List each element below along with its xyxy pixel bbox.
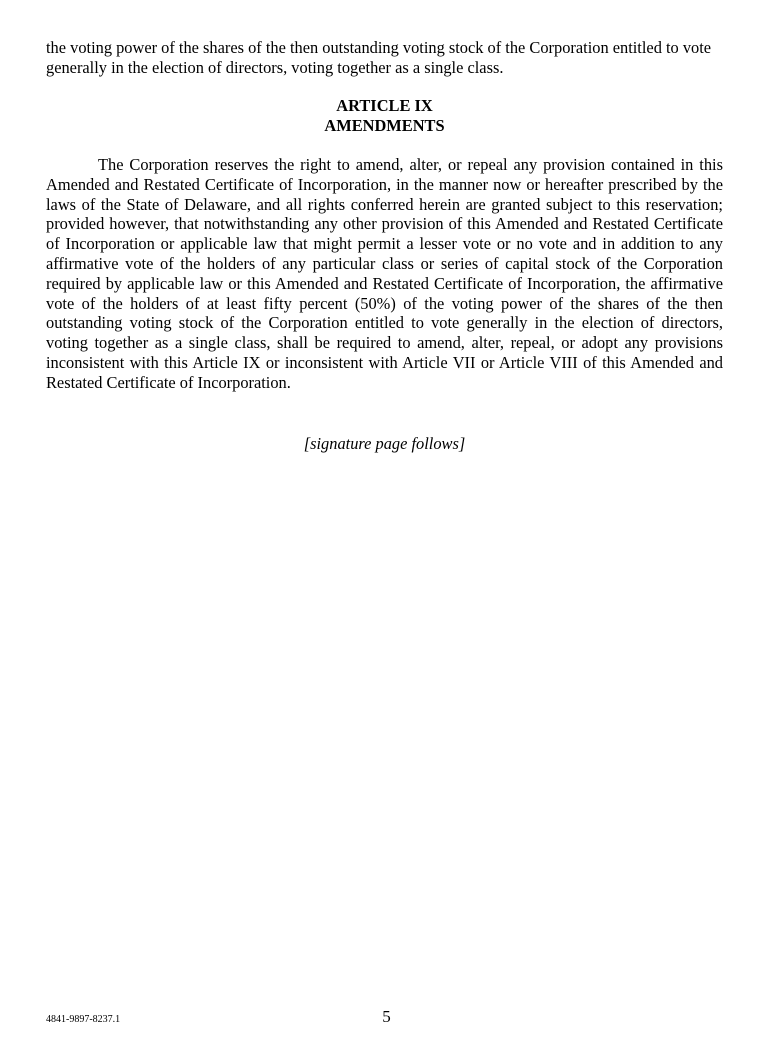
amendments-paragraph: The Corporation reserves the right to amend, alter, or repeal any provision contained in this Amended and Restated Certificate of Incorporation, in the manner now or hereafter prescribed by the laws of the State of Delaware, and all rights conferred herein are granted subject to this reservation; provided however, that notwithstanding any other provision of this Amended and Restated Certificate of Incorporation or applicable law that might permit a lesser vote or no vote and in addition to any affirmative vote of the holders of any particular class or series of capital stock of the Corporation required by applicable law or this Amended and Restated Certificate of Incorporation, the affirmative vote of the holders of at least fifty percent (50%) of the voting power of the shares of the then outstanding voting stock of the Corporation entitled to vote generally in the election of directors, voting together as a single class, shall be required to amend, alter, repeal, or adopt any provisions inconsistent with this Article IX or inconsistent with Article VII or Article VIII of this Amended and Restated Certificate of Incorporation. [46,155,723,392]
continuation-paragraph: the voting power of the shares of the then outstanding voting stock of the Corporation entitled to vote generally in the election of directors, voting together as a single class. [46,38,712,77]
article-number: ARTICLE IX [336,96,433,115]
document-id: 4841-9897-8237.1 [46,1014,121,1025]
signature-page-note: [signature page follows] [303,434,466,453]
page-number: 5 [382,1007,391,1026]
article-title: AMENDMENTS [324,115,445,135]
article-heading [46,96,723,135]
